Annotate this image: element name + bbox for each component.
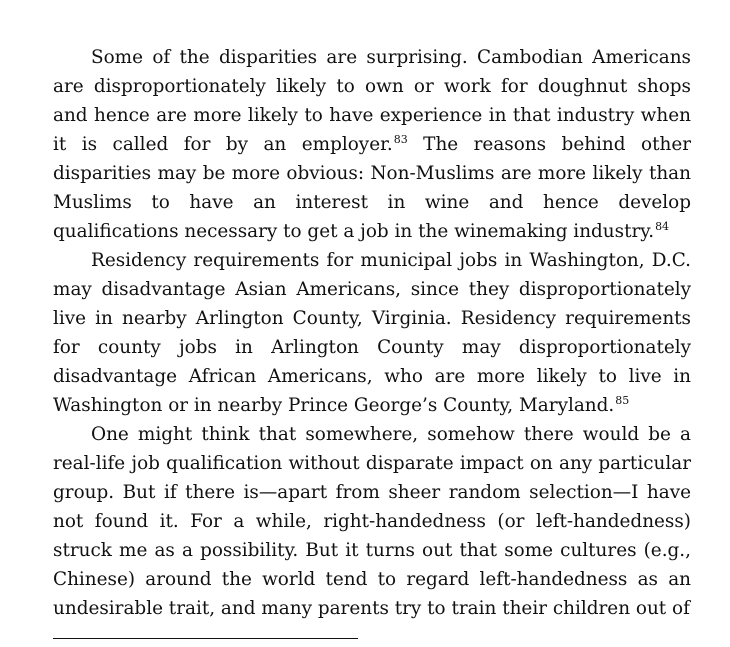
footnote-ref-84[interactable]: 84 [655,220,670,233]
footnote-ref-83[interactable]: 83 [393,133,408,146]
footnote-ref-85[interactable]: 85 [615,394,630,407]
paragraph-text: One might think that somewhere, somehow there would be a real-life job qualification without disparate impact on any particular group. But if there is—apart from sheer random selection—I have not found it. For a while, right-handedness (or left-handedness) struck me as a possibility. But it turns out that some cultures (e.g., Chinese) around the world tend to regard left-handedness as an undesirable trait, and many parents try to train their children out of [53,424,691,619]
paragraph-disparities [53,43,691,246]
document-body [53,43,691,623]
paragraph-text: Some of the disparities are surprising. Cambodian Americans are disproportionately likely to own or work for doughnut shops and hence are more likely to have experience in that industry when it is called for by an employer. [53,47,691,155]
paragraph-text: Residency requirements for municipal jobs in Washington, D.C. may disadvantage Asian Americans, since they disproportionately live in nearby Arlington County, Virginia. Residency requirements for county jobs in Arlington County may disproportionately disadvantage African Americans, who are more likely to live in Washington or in nearby Prince George’s County, Maryland. [53,250,691,416]
paragraph-residency [53,246,691,420]
footnote-separator [53,638,358,639]
paragraph-handedness [53,420,691,623]
paragraph-text: The reasons behind other disparities may be more obvious: Non-Muslims are more likely than Muslims to have an interest in wine and hence develop qualifications necessary to get a job in the winemaking industry. [53,134,691,242]
